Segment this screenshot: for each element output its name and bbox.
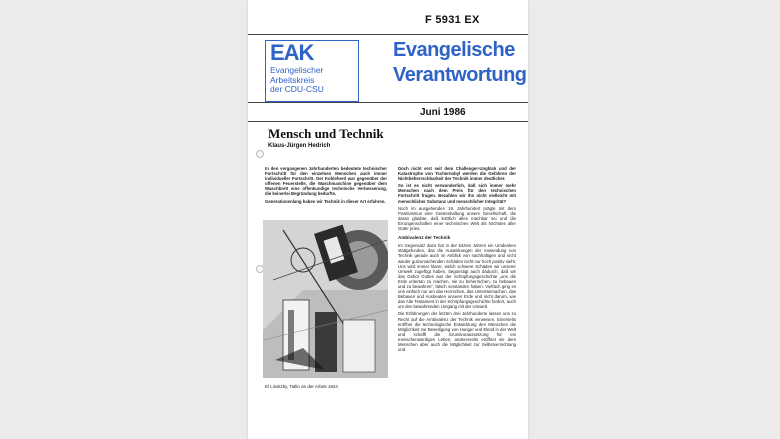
logo-mark: EAK: [270, 40, 314, 65]
body-paragraph: Im Gegensatz dazu hat in der letzten Jahren ein Umdenken stattgefunden, das die Auswirkungen der Anwendung von Technik gerade auch im Anblick von nachhaltigen und nicht wieder gutzumachenden Schäden nicht nur hoch positiv sieht. Uns wird immer klarer, welch schwere Schäden wir unserer Umwelt zugefügt haben, begünstigt auch dadurch, daß wir das Gebot Gottes aus der Schöpfungsgeschichte „uns die Erde untertan zu machen, sie zu beherrschen, zu bebauen und zu bewahren“, falsch verstanden haben. Vielfach ging es uns einfach nur um das Herrschen, das Untertanmachen, das Bebauen und Ausbeuten unserer Erde und nicht darum, wie das Alte Testament in der Schöpfungsgeschichte fordert, auch um den bewahrenden Umgang mit der Umwelt.: [398, 243, 516, 310]
masthead-title: [393, 38, 527, 88]
logo-line: Arbeitskreis: [270, 74, 315, 85]
date-rule: [248, 121, 528, 122]
masthead-rule: [248, 102, 528, 103]
top-rule: [248, 34, 528, 35]
logo-line: der CDU-CSU: [270, 84, 324, 94]
masthead-line: Verantwortung: [393, 64, 527, 86]
artwork-caption: El Lissitzky, Tatlin an der Arbeit 1924: [265, 384, 338, 389]
section-subheading: Ambivalenz der Technik: [398, 235, 451, 241]
logo-subtitle: [270, 66, 324, 95]
issue-code: F 5931 EX: [425, 14, 480, 26]
lead-paragraph-2: So ist es nicht verwunderlich, daß sich immer mehr Menschen nach dem Preis für den technischen Fortschritt fragen. Bezahlen wir ihn nicht vielleicht mit menschlicher Substanz und menschlicher Integrität?: [398, 183, 516, 204]
right-column-text: [398, 166, 516, 354]
body-paragraph: Noch im ausgehenden 19. Jahrhundert prägte mit dem Positivismus eine Geisteshaltung unsere Gesellschaft, die daran glaubte, daß letztlich alles machbar sei und die Errungenschaften einer technischen Welt als höchstes aller Güter pries.: [398, 205, 516, 232]
article-author: Klaus-Jürgen Hedrich: [268, 143, 331, 149]
eak-logo: [265, 40, 359, 102]
body-paragraph: Die Erfahrungen der letzten drei Jahrhunderte lassen uns zu Recht auf die Ambivalenz der Technik verweisen. Einerseits eröffnet die technologische Entwicklung den Menschen die Möglichkeit zur Beseitigung von Hunger und Elend in der Welt und schafft die Grundvoraussetzung für ein menschenwürdiges Leben, andererseits eröffnet sie dem Menschen aber auch die Möglichkeit zur Selbstvernichtung und: [398, 311, 516, 353]
intro-paragraph: In den vergangenen Jahrhunderten bedeutete technischer Fortschritt für den einzelnen Menschen auch immer individueller Fortschritt. Der Kohleherd war gegenüber der offenen Feuerstelle, die Waschmaschine gegenüber dem Waschbrett eine offenkundige technische Verbesserung, die keinerlei Begründung bedurfte.: [265, 166, 387, 197]
punch-hole: [256, 150, 264, 158]
left-column-text: [265, 166, 387, 206]
lissitzky-artwork: [263, 220, 388, 378]
logo-line: Evangelischer: [270, 65, 324, 75]
artwork-image: [263, 220, 388, 378]
intro-paragraph-2: Generationenlang haben wir Technik in dieser Art erfahren.: [265, 198, 386, 204]
article-title: Mensch und Technik: [268, 126, 384, 141]
masthead-line: Evangelische: [393, 39, 515, 61]
lead-paragraph: Doch nicht erst seit dem Challenger-Unglück und der Katastrophe von Tschernobyl werden die Gefahren der Nichtbeherrschbarkeit der Technik immer deutlicher.: [398, 166, 516, 182]
issue-date: Juni 1986: [420, 107, 466, 118]
